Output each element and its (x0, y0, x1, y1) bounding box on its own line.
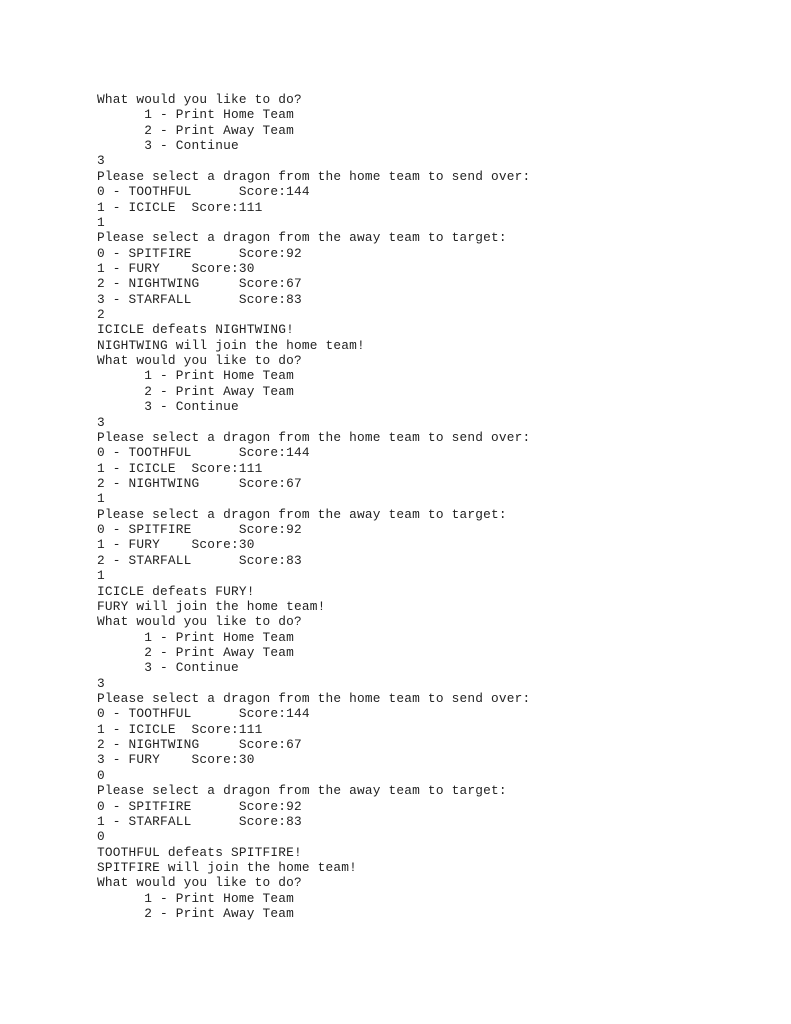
console-line: 1 - ICICLE Score:111 (97, 199, 263, 215)
console-line: FURY will join the home team! (97, 598, 326, 614)
console-output (97, 92, 757, 921)
console-line: Please select a dragon from the away team to target: (97, 783, 507, 799)
console-line: TOOTHFUL defeats SPITFIRE! (97, 844, 302, 860)
console-line: 1 - Print Home Team (97, 368, 294, 384)
console-line: Please select a dragon from the home team to send over: (97, 691, 531, 707)
console-line: 0 - SPITFIRE Score:92 (97, 798, 302, 814)
console-line: 2 - Print Away Team (97, 383, 294, 399)
console-line: 2 - NIGHTWING Score:67 (97, 276, 302, 292)
console-line: Please select a dragon from the away team to target: (97, 230, 507, 246)
console-line: 1 - ICICLE Score:111 (97, 460, 263, 476)
console-line: 1 (97, 214, 105, 230)
console-line: 1 - FURY Score:30 (97, 537, 255, 553)
console-line: What would you like to do? (97, 92, 302, 107)
console-line: 3 - FURY Score:30 (97, 752, 255, 768)
console-line: SPITFIRE will join the home team! (97, 859, 358, 875)
console-line: 1 - STARFALL Score:83 (97, 813, 302, 829)
console-line: 3 - Continue (97, 399, 239, 415)
console-line: 2 - Print Away Team (97, 644, 294, 660)
console-line: What would you like to do? (97, 353, 302, 369)
console-line: 0 (97, 829, 105, 845)
console-line: 3 - Continue (97, 138, 239, 154)
console-line: 0 - TOOTHFUL Score:144 (97, 706, 310, 722)
console-line: 1 - ICICLE Score:111 (97, 721, 263, 737)
console-line: 2 - STARFALL Score:83 (97, 552, 302, 568)
console-line: Please select a dragon from the home team to send over: (97, 429, 531, 445)
console-line: 1 - Print Home Team (97, 107, 294, 123)
console-line: ICICLE defeats FURY! (97, 583, 255, 599)
console-line: 3 (97, 675, 105, 691)
console-line: Please select a dragon from the home team to send over: (97, 168, 531, 184)
console-line: What would you like to do? (97, 875, 302, 891)
console-line: ICICLE defeats NIGHTWING! (97, 322, 294, 338)
console-line: 1 - Print Home Team (97, 629, 294, 645)
console-line: 3 - Continue (97, 660, 239, 676)
console-line: 1 (97, 568, 105, 584)
console-line: 2 - NIGHTWING Score:67 (97, 475, 302, 491)
console-line: 2 - Print Away Team (97, 906, 294, 922)
console-line: 0 - SPITFIRE Score:92 (97, 522, 302, 538)
console-line: 0 - TOOTHFUL Score:144 (97, 184, 310, 200)
console-line: 3 - STARFALL Score:83 (97, 291, 302, 307)
console-line: 3 (97, 153, 105, 169)
console-line: 0 (97, 767, 105, 783)
console-line: 0 - TOOTHFUL Score:144 (97, 445, 310, 461)
console-line: What would you like to do? (97, 614, 302, 630)
console-line: 2 (97, 307, 105, 323)
console-line: 3 (97, 414, 105, 430)
console-line: 2 - Print Away Team (97, 122, 294, 138)
console-line: 0 - SPITFIRE Score:92 (97, 245, 302, 261)
console-line: 1 - FURY Score:30 (97, 260, 255, 276)
console-line: Please select a dragon from the away team to target: (97, 506, 507, 522)
console-line: 2 - NIGHTWING Score:67 (97, 737, 302, 753)
console-line: 1 - Print Home Team (97, 890, 294, 906)
console-line: 1 (97, 491, 105, 507)
console-line: NIGHTWING will join the home team! (97, 337, 365, 353)
